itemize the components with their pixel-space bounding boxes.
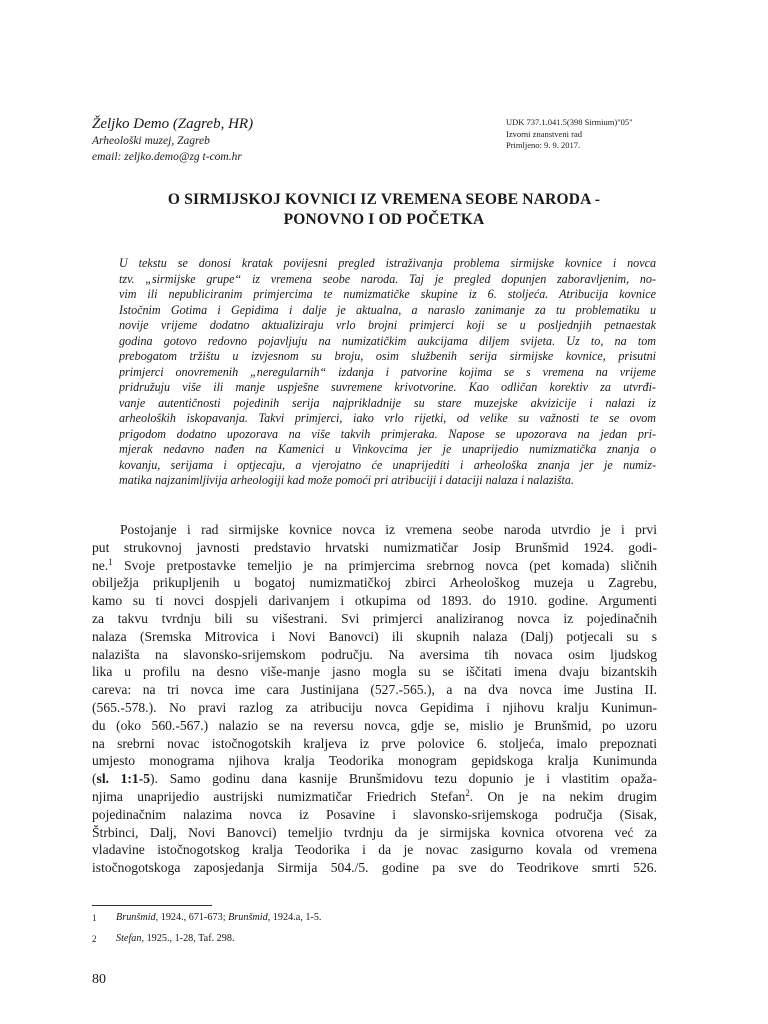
figure-reference[interactable]: sl. 1:1-5 [96, 771, 151, 787]
article-metadata [506, 117, 633, 152]
author-name: Željko Demo (Zagreb, HR) [92, 116, 254, 132]
footnote-text: , 1924.a, 1-5. [267, 912, 322, 923]
body-paragraph-middle [92, 574, 657, 770]
abstract-line: vim ili nepubliciranim primjercima te numizmatičke skupine iz 6. stoljeća. Atribucija kovnice [119, 287, 656, 301]
footnote-number: 1 [92, 913, 97, 923]
footnotes [92, 911, 321, 953]
abstract-line: godina gotovo redovno pojavljuju na numizatičkim aukcijama diljem svijeta. Uz to, na tom [119, 333, 656, 348]
body-line: istočnogotskoga zaposjedanja Sirmija 504./5. godine pa sve do Teodrikove smrti 526. [92, 860, 657, 876]
body-line: put strukovnoj javnosti predstavio hrvatski numizmatičar Josip Brunšmid 1924. godi- [92, 539, 657, 555]
body-paragraph-end [92, 806, 657, 877]
body-text [92, 521, 657, 877]
body-text-fragment: Svoje pretpostavke temeljio je na primjercima srebrnog novca (pet komada) sličnih [112, 557, 657, 573]
abstract-line: mjerak nedavno nađen na Kamenici u Vinkovcima jer je unaprijedio numizmatička znanja o [119, 442, 656, 456]
body-line: nalazišta na slavonsko-srijemskom području. Na aversima tih novaca osim ljudskog [92, 646, 657, 662]
author-institution: Arheološki muzej, Zagreb [92, 135, 210, 147]
udk-code: UDK 737.1.041.5(398 Sirmium)"05" [506, 117, 633, 127]
author-block [92, 115, 253, 165]
abstract-line: primjerci onovremenih „neregularnih“ izdanja i patvorine kojima se s vremena na vrijeme [119, 364, 656, 379]
abstract-line: tzv. „sirmijske grupe“ iz vremena seobe naroda. Taj je pregled dopunjen zaboravljenim, no- [119, 271, 656, 286]
abstract [119, 256, 656, 489]
author-email: email: zeljko.demo@zg t-com.hr [92, 151, 242, 163]
footnote-ref-1[interactable]: 1 [108, 556, 113, 567]
body-line: kamo su ti novci dospjeli darivanjem i otkupima od 1893. do 1910. godine. Argumenti [92, 593, 657, 609]
body-line: na srebrni novac istočnogotskih kraljeva iz prve polovice 6. stoljeća, imalo prepoznati [92, 735, 657, 751]
abstract-line: kovanju, serijama i optjecaju, a vjerojatno će unaprijediti i arheološka znanja jer je numiz- [119, 457, 656, 472]
body-line [92, 770, 657, 788]
footnote-author: Brunšmid [228, 912, 268, 923]
body-line: Postojanje i rad sirmijske kovnice novca iz vremena seobe naroda utvrdio je i prvi [120, 522, 657, 537]
body-line [92, 788, 657, 806]
footnote-2 [92, 932, 321, 946]
body-line: lika u profilu na desno više-manje jasno mogla su se iščitati imena dvaju bizantskih [92, 664, 657, 680]
abstract-line: arheoloških iskopavanja. Takvi primjerci, iako vrlo rijetki, od velike su važnosti te se ovom [119, 411, 656, 425]
article-title [92, 190, 676, 230]
abstract-line: prebogatom tržištu u izvjesnom su broju, osim službenih serija sirmijske kovnice, prisutni [119, 349, 656, 363]
body-line: (565.-578.). No pravi razlog za atribuciju novca Gepidima i njihovu kralju Kunimun- [92, 699, 657, 715]
body-line: Štrbinci, Dalj, Novi Banovci) temeljio tvrdnju da je sirmijska kovnica otvorena već za [92, 824, 657, 840]
footnote-text: , 1924., 671-673; [155, 912, 229, 923]
body-text-fragment: ( [92, 771, 97, 787]
body-line [92, 557, 657, 575]
body-line: za takvu tvrdnju bili su višestrani. Svi primjerci analiziranog novca iz pojedinačnih [92, 610, 657, 626]
body-line: careva: na tri novca ime cara Justinijana (527.-565.), a na dva novca ime Justina II. [92, 682, 657, 698]
abstract-line: pridružuju više ili manje uspješne suvremene krivotvorine. Kao odličan korektiv za utvrđi- [119, 380, 656, 394]
footnote-text: , 1925., 1-28, Taf. 298. [141, 933, 235, 944]
abstract-line: novije vrijeme dodatno aktualiziraju vrlo brojni primjerci koji se u posljednjih petnaestak [119, 318, 656, 332]
footnote-number: 2 [92, 934, 97, 944]
body-line: pojedinačnim nalazima novca iz Posavine i slavonsko-srijemskoga područja (Sisak, [92, 806, 657, 822]
title-line-1: O SIRMIJSKOJ KOVNICI IZ VREMENA SEOBE NARODA - [167, 191, 601, 208]
body-text-fragment: ). Samo godinu dana kasnije Brunšmidovu tezu dopunio je i vlastitim opaža- [150, 771, 657, 787]
body-line: nalaza (Sremska Mitrovica i Novi Banovci) ili skupnih nalaza (Dalj) potjecali su s [92, 628, 657, 644]
abstract-line: vanje autentičnosti pojedinih serija najprikladnije su stare muzejske akvizicije i nalazi iz [119, 395, 656, 410]
footnote-divider [92, 905, 212, 906]
footnote-1 [92, 911, 321, 925]
abstract-line: matika najzanimljivija arheologiji kad može pomoći pri atribuciji i dataciji nalaza i nalazišta. [119, 473, 574, 487]
body-line: du (oko 560.-567.) nalazio se na reversu novca, gdje se, mislio je Brunšmid, po uzoru [92, 717, 657, 733]
body-text-fragment: . On je na nekim drugim [469, 788, 657, 804]
abstract-line: U tekstu se donosi kratak povijesni pregled istraživanja problema sirmijske kovnice i novca [119, 256, 656, 270]
footnote-author: Brunšmid [116, 912, 156, 923]
body-text-fragment: njima unaprijedio austrijski numizmatičar Friedrich Stefan [92, 788, 466, 804]
body-line: vladavine istočnogotskog kralja Teodorika i da je novac zasigurno kovala od vremena [92, 842, 657, 858]
page-number: 80 [92, 972, 106, 987]
abstract-line: prigodom dodatno upozorava na više takvih primjeraka. Napose se upozorava na jedan pri- [119, 426, 656, 441]
footnote-author: Stefan [116, 933, 142, 944]
body-line: obilježja prikupljenih u bogatoj numizmatičkoj zbirci Arheološkog muzeja u Zagrebu, [92, 575, 657, 591]
title-line-2: PONOVNO I OD POČETKA [283, 211, 485, 228]
body-text-fragment: ne. [92, 557, 109, 573]
abstract-line: Istočnim Gotima i Gepidima i dalje je aktualna, a naraslo zanimanje za tu problematiku u [119, 302, 656, 317]
body-line: umjesto monograma njihova kralja Teodorika monogram gepidskoga kralja Kunimunda [92, 753, 657, 769]
received-date: Primljeno: 9. 9. 2017. [506, 140, 581, 150]
article-type: Izvorni znanstveni rad [506, 128, 582, 139]
footnote-ref-2[interactable]: 2 [465, 787, 470, 798]
